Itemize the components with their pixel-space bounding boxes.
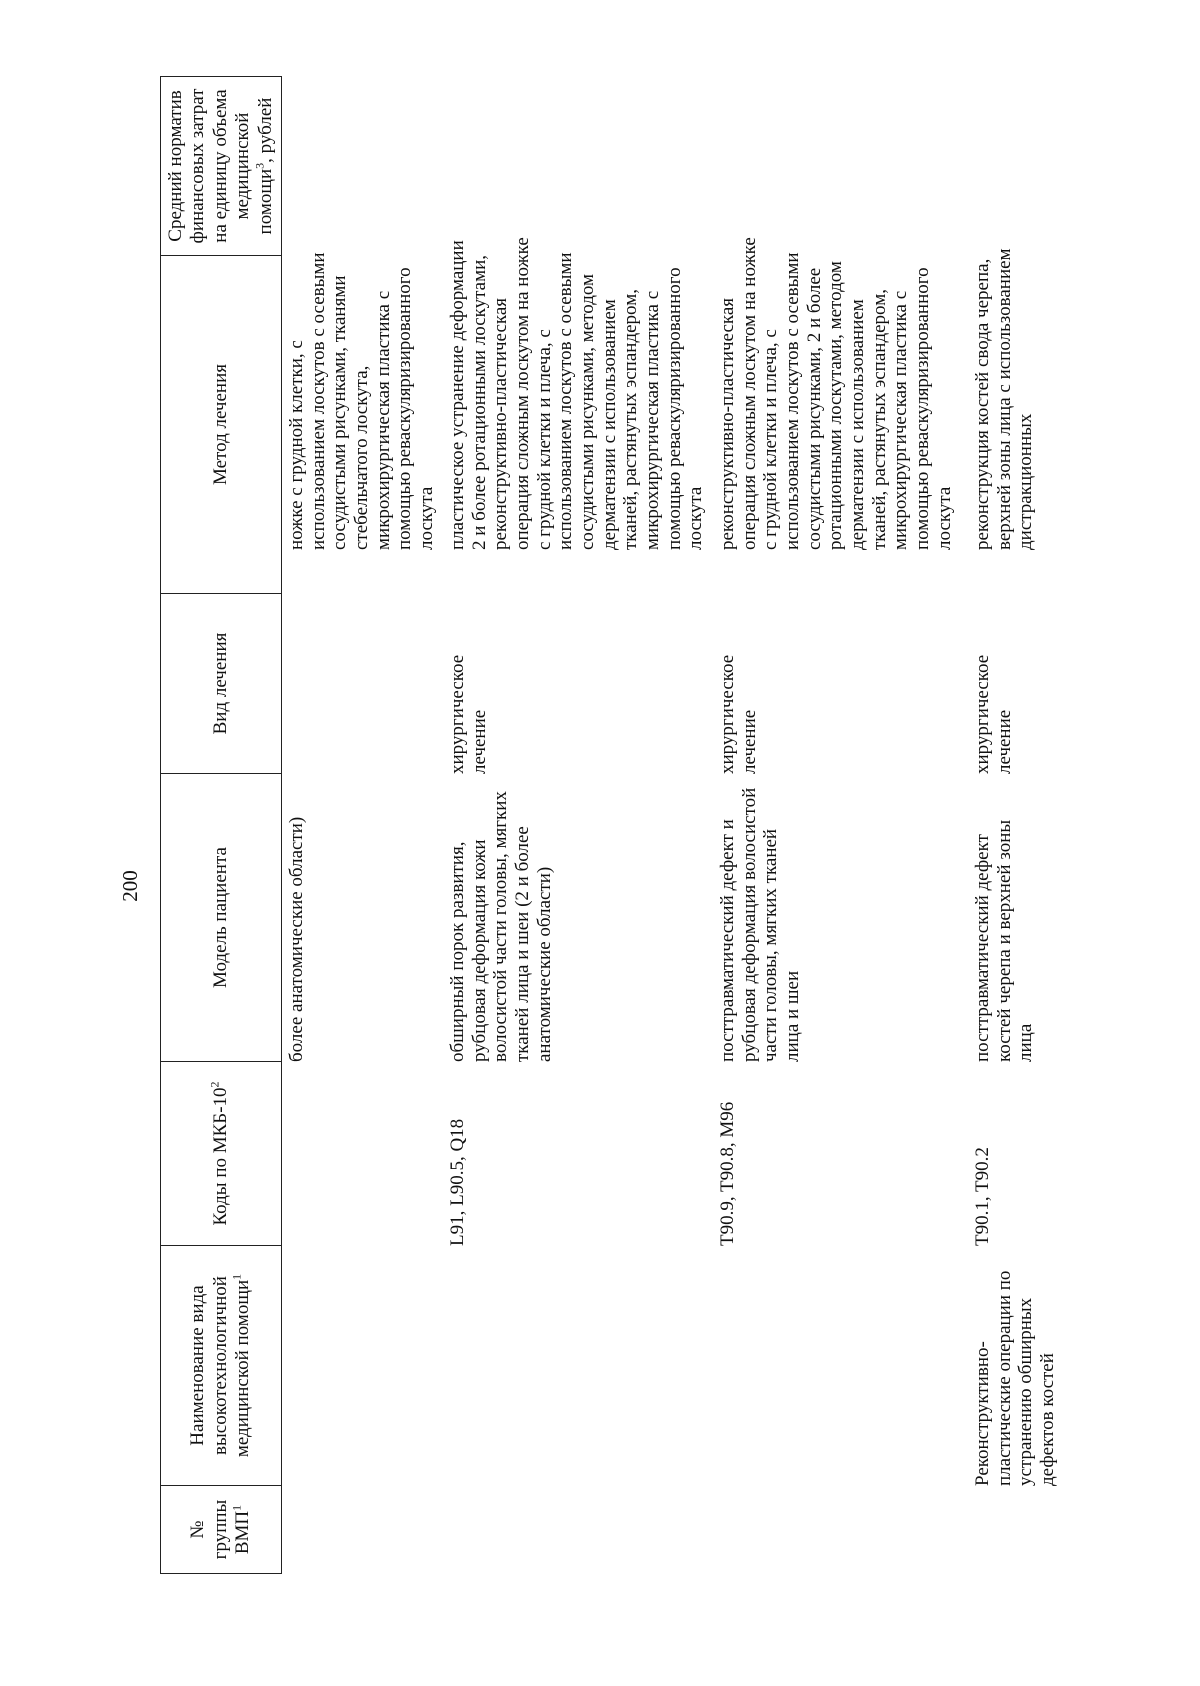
header-treatment-type-text: Вид лечения bbox=[209, 632, 231, 735]
header-method bbox=[160, 256, 282, 594]
header-codes bbox=[160, 1062, 282, 1246]
header-codes-text: Коды по МКБ-$10^2$ bbox=[207, 1081, 231, 1226]
row-0-method: ножке с грудной клетки, с использованием лоскутов с осевыми сосудистыми рисунками, тканями стебельчатого лоскута, микрохирургическая пластика с помощью реваскуляризированного лоскута bbox=[286, 252, 437, 550]
header-group-no-text: № группы ВМП$^1$ bbox=[187, 1499, 254, 1560]
header-treatment-type bbox=[160, 594, 282, 774]
page-number: 200 bbox=[118, 870, 142, 902]
row-1-codes: L91, L90.5, Q18 bbox=[447, 1118, 468, 1246]
header-method-text: Метод лечения bbox=[209, 364, 231, 486]
row-2-codes: T90.9, T90.8, M96 bbox=[717, 1101, 738, 1246]
header-group-no bbox=[160, 1486, 282, 1574]
header-name bbox=[160, 1246, 282, 1486]
header-name-text: Наименование вида высокотехнологичной медицинской помощи$^1$ bbox=[187, 1273, 254, 1458]
row-2-model: посттравматический дефект и рубцовая деформация волосистой части головы, мягких тканей лица и шеи bbox=[717, 787, 803, 1062]
header-model bbox=[160, 774, 282, 1062]
row-2-treatment-type: хирургическое лечение bbox=[717, 654, 760, 774]
rotated-content bbox=[0, 86, 1200, 1686]
row-2-method: реконструктивно-пластическая операция сложным лоскутом на ножке с грудной клетки и плеча, с использованием лоскутов с осевыми сосудистыми рисунками, 2 и более ротационными лоскутами, методом дерматензии с использованием тканей, растянутых эспандером, микрохирургическая пластика с помощью реваскуляризированного лоскута bbox=[717, 237, 955, 550]
row-3-name: Реконструктивно-пластические операции по устранению обширных дефектов костей bbox=[972, 1270, 1058, 1486]
row-3-treatment-type: хирургическое лечение bbox=[972, 654, 1015, 774]
row-3-method: реконструкция костей свода черепа, верхней зоны лица с использованием дистракционных bbox=[972, 248, 1037, 550]
row-3-model: посттравматический дефект костей черепа и верхней зоны лица bbox=[972, 819, 1037, 1062]
row-1-model: обширный порок развития, рубцовая деформация кожи волосистой части головы, мягких тканей лица и шеи (2 и более анатомические области) bbox=[447, 791, 555, 1062]
row-3-codes: T90.1, T90.2 bbox=[972, 1147, 993, 1246]
row-1-treatment-type: хирургическое лечение bbox=[447, 654, 490, 774]
row-0-model: более анатомические области) bbox=[286, 816, 307, 1062]
row-1-method: пластическое устранение деформации 2 и более ротационными лоскутами, реконструктивно-пластическая операция сложным лоскутом на ножке с грудной клетки и плеча, с использованием лоскутов с осевыми сосудистыми рисунками, методом дерматензии с использованием тканей, растянутых эспандером, микрохирургическая пластика с помощью реваскуляризированного лоскута bbox=[447, 237, 707, 550]
header-model-text: Модель пациента bbox=[209, 847, 231, 988]
header-cost-text: Средний норматив финансовых затрат на единицу объема медицинской помощи$^3$, рублей bbox=[164, 88, 276, 244]
header-cost bbox=[160, 76, 282, 256]
